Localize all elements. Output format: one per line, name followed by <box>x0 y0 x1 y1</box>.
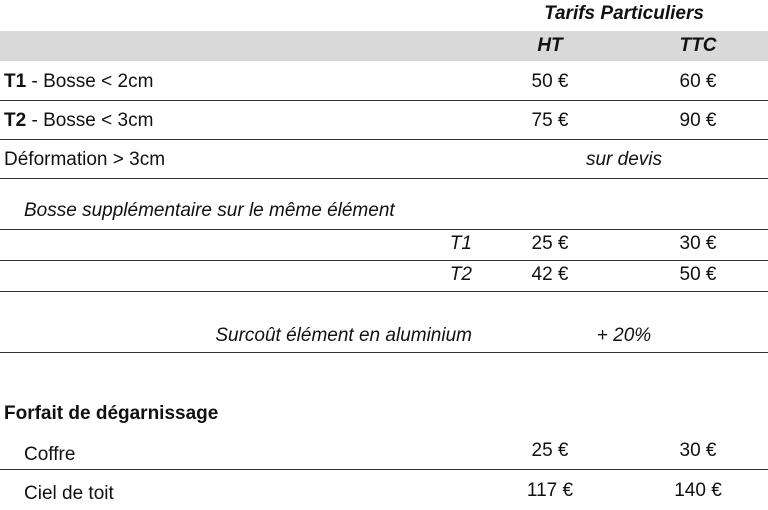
tier-description: - Bosse < 3cm <box>26 110 154 131</box>
column-header-ht: HT <box>537 35 563 56</box>
section-title-extra: Bosse supplémentaire sur le même élément <box>24 200 395 221</box>
price-ttc: 30 € <box>679 233 717 254</box>
tier-description: - Bosse < 2cm <box>26 71 154 92</box>
row-label <box>4 71 153 93</box>
table-row-bosse-t2 <box>0 110 768 134</box>
column-header-ttc: TTC <box>679 35 717 56</box>
price-ttc: 90 € <box>679 110 717 131</box>
price-ttc: 50 € <box>679 264 717 285</box>
price-ht: 50 € <box>531 71 569 92</box>
row-divider <box>0 291 768 292</box>
tier-code: T1 <box>4 71 27 92</box>
row-divider <box>0 100 768 101</box>
row-label <box>4 110 153 132</box>
row-divider <box>0 139 768 140</box>
price-ht: 75 € <box>531 110 569 131</box>
row-divider <box>0 260 768 261</box>
table-row-extra-t1 <box>0 233 768 257</box>
table-row-aluminium <box>0 325 768 349</box>
price-ttc: 60 € <box>679 71 717 92</box>
row-label: Ciel de toit <box>24 483 114 504</box>
tier-code: T1 <box>449 233 472 254</box>
row-divider <box>0 352 768 353</box>
price-ht: 42 € <box>531 264 569 285</box>
row-label: Déformation > 3cm <box>4 149 166 170</box>
price-ht: 25 € <box>531 233 569 254</box>
row-divider <box>0 469 768 470</box>
price-ttc: 140 € <box>674 480 722 501</box>
table-row-extra-t2 <box>0 264 768 288</box>
section-title-row <box>0 403 768 427</box>
header-row <box>0 31 768 61</box>
tier-code: T2 <box>449 264 472 285</box>
table-row-bosse-t1 <box>0 71 768 95</box>
price-ht: 25 € <box>531 440 569 461</box>
row-label: Surcoût élément en aluminium <box>215 325 472 346</box>
price-quote: sur devis <box>585 149 663 170</box>
tier-code: T2 <box>4 110 27 131</box>
table-title: Tarifs Particuliers <box>544 3 704 24</box>
price-ttc: 30 € <box>679 440 717 461</box>
table-row-deformation <box>0 149 768 173</box>
row-divider <box>0 229 768 230</box>
section-title-forfait: Forfait de dégarnissage <box>4 403 219 424</box>
section-title-row <box>0 200 768 224</box>
price-surcharge: + 20% <box>596 325 652 346</box>
row-label: Coffre <box>24 444 76 465</box>
price-ht: 117 € <box>526 480 574 501</box>
row-divider <box>0 178 768 179</box>
table-row-coffre <box>0 440 768 466</box>
table-row-ciel-de-toit <box>0 480 768 506</box>
